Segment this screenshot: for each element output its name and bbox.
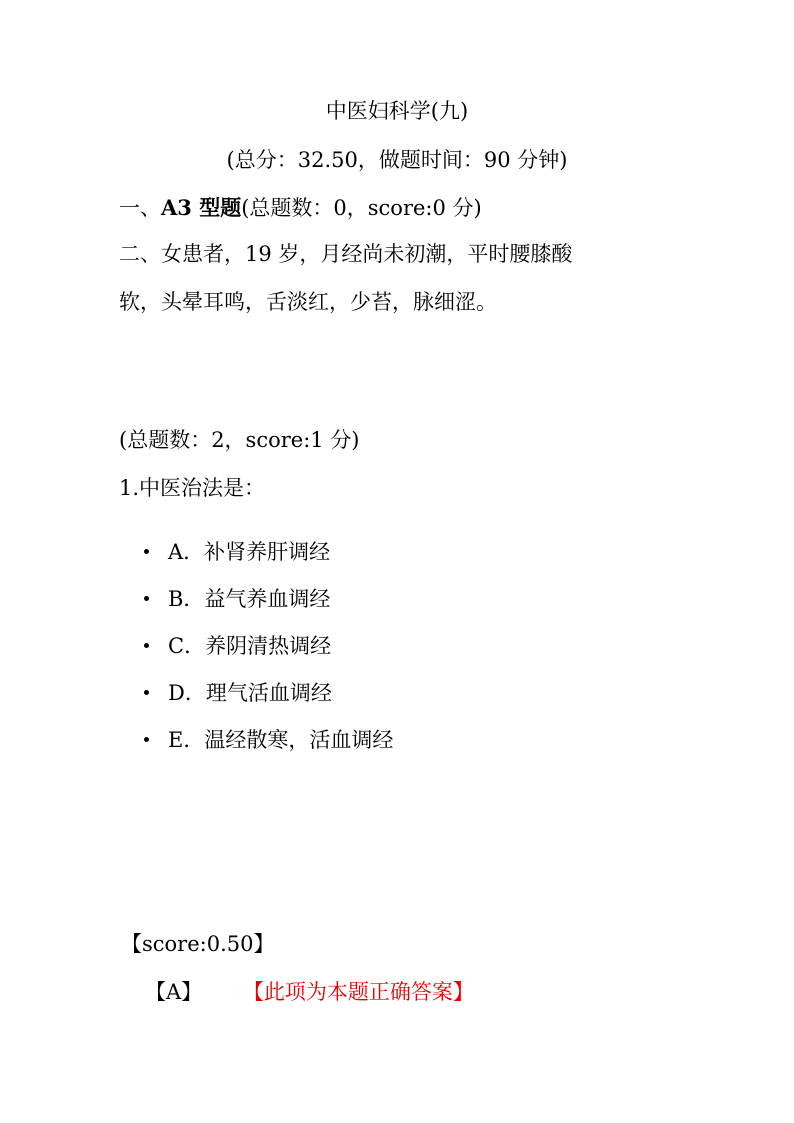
answer-choice: 【A】 (145, 980, 203, 1004)
option-b-text: B．益气养血调经 (168, 587, 331, 611)
option-a (144, 540, 393, 587)
document-subtitle: (总分：32.50，做题时间：90 分钟) (226, 148, 568, 172)
case-description-line-1: 二、女患者，19 岁，月经尚未初潮，平时腰膝酸 (119, 242, 573, 266)
option-b (144, 587, 393, 634)
question-text: 1.中医治法是： (119, 476, 266, 500)
option-e (144, 728, 393, 775)
bullet-icon (144, 596, 149, 601)
option-c-text: C．养阴清热调经 (168, 634, 332, 658)
option-c (144, 634, 393, 681)
answer-options-list (144, 540, 393, 775)
option-a-text: A．补肾养肝调经 (168, 540, 331, 564)
section-1-info: (总题数：0，score:0 分) (241, 196, 482, 220)
answer-line (145, 982, 474, 1003)
section-1-heading (119, 197, 482, 219)
bullet-icon (144, 737, 149, 742)
bullet-icon (144, 643, 149, 648)
case-description-line-2: 软，头晕耳鸣，舌淡红，少苔，脉细涩。 (119, 290, 497, 314)
bullet-icon (144, 549, 149, 554)
option-d (144, 681, 393, 728)
document-title: 中医妇科学(九) (325, 99, 469, 123)
section-1-prefix: 一、 (119, 196, 161, 220)
answer-score: 【score:0.50】 (121, 932, 275, 956)
option-d-text: D．理气活血调经 (168, 681, 332, 705)
bullet-icon (144, 690, 149, 695)
option-e-text: E．温经散寒，活血调经 (168, 728, 394, 752)
correct-answer-note: 【此项为本题正确答案】 (242, 980, 474, 1004)
section-1-type-label: A3 型题 (161, 195, 242, 220)
section-2-info: (总题数：2，score:1 分) (119, 428, 360, 452)
